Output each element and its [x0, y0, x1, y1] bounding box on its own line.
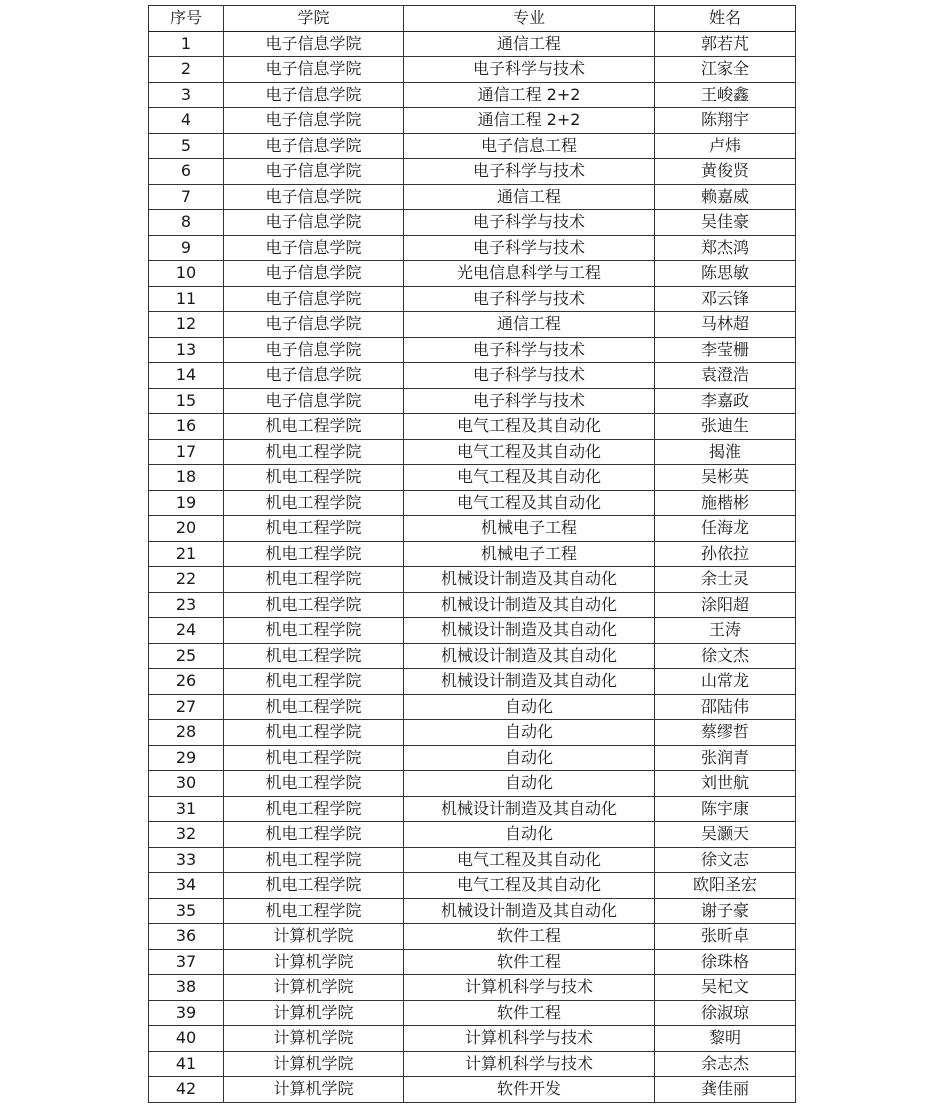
cell-major: 电气工程及其自动化 — [404, 465, 655, 491]
table-row — [149, 567, 796, 593]
cell-college: 电子信息学院 — [224, 184, 404, 210]
cell-name: 山常龙 — [655, 669, 796, 695]
cell-major: 电气工程及其自动化 — [404, 490, 655, 516]
cell-major: 电气工程及其自动化 — [404, 873, 655, 899]
cell-major: 机械设计制造及其自动化 — [404, 643, 655, 669]
cell-college: 机电工程学院 — [224, 567, 404, 593]
cell-major: 电子科学与技术 — [404, 159, 655, 185]
cell-name: 李莹栅 — [655, 337, 796, 363]
cell-seq: 40 — [149, 1026, 224, 1052]
cell-seq: 13 — [149, 337, 224, 363]
cell-seq: 4 — [149, 108, 224, 134]
cell-name: 吴杞文 — [655, 975, 796, 1001]
cell-college: 机电工程学院 — [224, 873, 404, 899]
cell-name: 徐文志 — [655, 847, 796, 873]
cell-seq: 32 — [149, 822, 224, 848]
table-row — [149, 286, 796, 312]
table-row — [149, 31, 796, 57]
column-header-major: 专业 — [404, 6, 655, 32]
table-row — [149, 541, 796, 567]
cell-name: 吴佳豪 — [655, 210, 796, 236]
table-row — [149, 159, 796, 185]
cell-seq: 26 — [149, 669, 224, 695]
cell-college: 电子信息学院 — [224, 57, 404, 83]
cell-name: 张昕卓 — [655, 924, 796, 950]
cell-name: 李嘉政 — [655, 388, 796, 414]
cell-college: 机电工程学院 — [224, 643, 404, 669]
cell-major: 电子科学与技术 — [404, 337, 655, 363]
table-row — [149, 210, 796, 236]
cell-college: 机电工程学院 — [224, 796, 404, 822]
cell-seq: 25 — [149, 643, 224, 669]
cell-college: 机电工程学院 — [224, 414, 404, 440]
cell-college: 计算机学院 — [224, 1051, 404, 1077]
table-row — [149, 490, 796, 516]
cell-college: 机电工程学院 — [224, 822, 404, 848]
cell-major: 软件工程 — [404, 949, 655, 975]
cell-seq: 36 — [149, 924, 224, 950]
cell-seq: 34 — [149, 873, 224, 899]
table-row — [149, 133, 796, 159]
cell-seq: 37 — [149, 949, 224, 975]
cell-seq: 21 — [149, 541, 224, 567]
cell-college: 电子信息学院 — [224, 337, 404, 363]
cell-major: 电子科学与技术 — [404, 286, 655, 312]
cell-name: 黎明 — [655, 1026, 796, 1052]
table-row — [149, 898, 796, 924]
cell-major: 机械设计制造及其自动化 — [404, 898, 655, 924]
cell-major: 电气工程及其自动化 — [404, 414, 655, 440]
cell-major: 光电信息科学与工程 — [404, 261, 655, 287]
cell-major: 电子科学与技术 — [404, 388, 655, 414]
table-row — [149, 975, 796, 1001]
cell-seq: 17 — [149, 439, 224, 465]
cell-college: 电子信息学院 — [224, 82, 404, 108]
roster-table — [148, 5, 796, 1103]
cell-college: 电子信息学院 — [224, 133, 404, 159]
cell-college: 机电工程学院 — [224, 771, 404, 797]
cell-name: 袁澄浩 — [655, 363, 796, 389]
cell-name: 陈翔宇 — [655, 108, 796, 134]
cell-college: 机电工程学院 — [224, 592, 404, 618]
cell-name: 陈宇康 — [655, 796, 796, 822]
table-row — [149, 847, 796, 873]
cell-major: 自动化 — [404, 822, 655, 848]
table-row — [149, 949, 796, 975]
cell-major: 机械设计制造及其自动化 — [404, 669, 655, 695]
cell-college: 机电工程学院 — [224, 439, 404, 465]
cell-major: 通信工程 — [404, 312, 655, 338]
cell-seq: 28 — [149, 720, 224, 746]
cell-seq: 27 — [149, 694, 224, 720]
cell-name: 龚佳丽 — [655, 1077, 796, 1103]
cell-college: 电子信息学院 — [224, 388, 404, 414]
cell-college: 计算机学院 — [224, 1000, 404, 1026]
cell-seq: 35 — [149, 898, 224, 924]
cell-major: 通信工程 2+2 — [404, 82, 655, 108]
cell-name: 王峻鑫 — [655, 82, 796, 108]
cell-seq: 7 — [149, 184, 224, 210]
cell-seq: 33 — [149, 847, 224, 873]
cell-name: 马林超 — [655, 312, 796, 338]
cell-major: 电子科学与技术 — [404, 210, 655, 236]
cell-seq: 23 — [149, 592, 224, 618]
cell-seq: 41 — [149, 1051, 224, 1077]
cell-seq: 3 — [149, 82, 224, 108]
cell-name: 邓云锋 — [655, 286, 796, 312]
cell-college: 电子信息学院 — [224, 363, 404, 389]
cell-college: 机电工程学院 — [224, 490, 404, 516]
cell-major: 电子科学与技术 — [404, 363, 655, 389]
table-row — [149, 873, 796, 899]
table-header-row — [149, 6, 796, 32]
cell-seq: 31 — [149, 796, 224, 822]
cell-seq: 9 — [149, 235, 224, 261]
cell-name: 邵陆伟 — [655, 694, 796, 720]
table-row — [149, 1077, 796, 1103]
table-row — [149, 108, 796, 134]
cell-major: 机械设计制造及其自动化 — [404, 618, 655, 644]
cell-seq: 11 — [149, 286, 224, 312]
cell-name: 卢炜 — [655, 133, 796, 159]
cell-major: 通信工程 2+2 — [404, 108, 655, 134]
table-row — [149, 312, 796, 338]
cell-major: 电子科学与技术 — [404, 57, 655, 83]
cell-seq: 18 — [149, 465, 224, 491]
table-row — [149, 516, 796, 542]
cell-major: 电子信息工程 — [404, 133, 655, 159]
cell-name: 刘世航 — [655, 771, 796, 797]
cell-seq: 38 — [149, 975, 224, 1001]
column-header-name: 姓名 — [655, 6, 796, 32]
cell-seq: 29 — [149, 745, 224, 771]
cell-college: 电子信息学院 — [224, 286, 404, 312]
table-row — [149, 465, 796, 491]
cell-name: 江家全 — [655, 57, 796, 83]
cell-college: 计算机学院 — [224, 949, 404, 975]
table-row — [149, 1000, 796, 1026]
cell-seq: 42 — [149, 1077, 224, 1103]
table-row — [149, 388, 796, 414]
cell-major: 电气工程及其自动化 — [404, 439, 655, 465]
table-row — [149, 414, 796, 440]
cell-major: 通信工程 — [404, 31, 655, 57]
cell-major: 通信工程 — [404, 184, 655, 210]
cell-major: 自动化 — [404, 771, 655, 797]
cell-seq: 19 — [149, 490, 224, 516]
cell-name: 余士灵 — [655, 567, 796, 593]
cell-major: 电子科学与技术 — [404, 235, 655, 261]
cell-seq: 14 — [149, 363, 224, 389]
cell-college: 机电工程学院 — [224, 669, 404, 695]
table-row — [149, 720, 796, 746]
cell-name: 张迪生 — [655, 414, 796, 440]
cell-major: 自动化 — [404, 720, 655, 746]
cell-major: 自动化 — [404, 694, 655, 720]
cell-major: 机械设计制造及其自动化 — [404, 567, 655, 593]
cell-college: 电子信息学院 — [224, 159, 404, 185]
cell-major: 机械电子工程 — [404, 541, 655, 567]
cell-name: 陈思敏 — [655, 261, 796, 287]
cell-name: 揭淮 — [655, 439, 796, 465]
cell-college: 机电工程学院 — [224, 694, 404, 720]
cell-name: 郑杰鸿 — [655, 235, 796, 261]
cell-college: 计算机学院 — [224, 924, 404, 950]
cell-seq: 2 — [149, 57, 224, 83]
cell-name: 吴灏天 — [655, 822, 796, 848]
cell-seq: 1 — [149, 31, 224, 57]
table-row — [149, 822, 796, 848]
cell-seq: 6 — [149, 159, 224, 185]
cell-name: 涂阳超 — [655, 592, 796, 618]
cell-college: 机电工程学院 — [224, 720, 404, 746]
cell-name: 郭若芃 — [655, 31, 796, 57]
table-row — [149, 1026, 796, 1052]
cell-major: 机械电子工程 — [404, 516, 655, 542]
cell-college: 机电工程学院 — [224, 618, 404, 644]
cell-college: 机电工程学院 — [224, 847, 404, 873]
cell-major: 电气工程及其自动化 — [404, 847, 655, 873]
cell-name: 黄俊贤 — [655, 159, 796, 185]
cell-college: 计算机学院 — [224, 1026, 404, 1052]
cell-college: 电子信息学院 — [224, 31, 404, 57]
cell-name: 任海龙 — [655, 516, 796, 542]
table-row — [149, 669, 796, 695]
cell-major: 机械设计制造及其自动化 — [404, 592, 655, 618]
cell-major: 计算机科学与技术 — [404, 1051, 655, 1077]
cell-name: 徐珠格 — [655, 949, 796, 975]
cell-name: 孙依拉 — [655, 541, 796, 567]
cell-name: 欧阳圣宏 — [655, 873, 796, 899]
cell-seq: 24 — [149, 618, 224, 644]
cell-name: 王涛 — [655, 618, 796, 644]
table-row — [149, 57, 796, 83]
cell-seq: 8 — [149, 210, 224, 236]
cell-seq: 22 — [149, 567, 224, 593]
table-row — [149, 796, 796, 822]
cell-name: 谢子豪 — [655, 898, 796, 924]
cell-major: 计算机科学与技术 — [404, 975, 655, 1001]
cell-major: 自动化 — [404, 745, 655, 771]
cell-college: 计算机学院 — [224, 975, 404, 1001]
cell-major: 软件工程 — [404, 1000, 655, 1026]
cell-major: 机械设计制造及其自动化 — [404, 796, 655, 822]
table-row — [149, 924, 796, 950]
table-row — [149, 184, 796, 210]
table-row — [149, 694, 796, 720]
cell-name: 赖嘉威 — [655, 184, 796, 210]
column-header-seq: 序号 — [149, 6, 224, 32]
cell-college: 电子信息学院 — [224, 261, 404, 287]
cell-college: 机电工程学院 — [224, 745, 404, 771]
cell-college: 电子信息学院 — [224, 312, 404, 338]
cell-seq: 30 — [149, 771, 224, 797]
cell-college: 机电工程学院 — [224, 465, 404, 491]
cell-college: 机电工程学院 — [224, 898, 404, 924]
table-row — [149, 592, 796, 618]
cell-seq: 39 — [149, 1000, 224, 1026]
cell-major: 软件工程 — [404, 924, 655, 950]
table-row — [149, 745, 796, 771]
table-row — [149, 363, 796, 389]
table-row — [149, 1051, 796, 1077]
cell-college: 电子信息学院 — [224, 108, 404, 134]
cell-college: 计算机学院 — [224, 1077, 404, 1103]
cell-seq: 15 — [149, 388, 224, 414]
table-row — [149, 439, 796, 465]
cell-college: 电子信息学院 — [224, 210, 404, 236]
cell-name: 施楷彬 — [655, 490, 796, 516]
table-row — [149, 337, 796, 363]
cell-college: 机电工程学院 — [224, 516, 404, 542]
cell-name: 徐淑琼 — [655, 1000, 796, 1026]
cell-college: 电子信息学院 — [224, 235, 404, 261]
cell-major: 软件开发 — [404, 1077, 655, 1103]
cell-name: 蔡缪哲 — [655, 720, 796, 746]
cell-college: 机电工程学院 — [224, 541, 404, 567]
cell-name: 吴彬英 — [655, 465, 796, 491]
table-row — [149, 82, 796, 108]
cell-major: 计算机科学与技术 — [404, 1026, 655, 1052]
column-header-college: 学院 — [224, 6, 404, 32]
cell-seq: 12 — [149, 312, 224, 338]
cell-seq: 20 — [149, 516, 224, 542]
cell-name: 张润青 — [655, 745, 796, 771]
cell-seq: 10 — [149, 261, 224, 287]
table-row — [149, 643, 796, 669]
table-row — [149, 235, 796, 261]
cell-seq: 5 — [149, 133, 224, 159]
table-row — [149, 261, 796, 287]
cell-seq: 16 — [149, 414, 224, 440]
cell-name: 徐文杰 — [655, 643, 796, 669]
table-body — [149, 31, 796, 1102]
table-row — [149, 771, 796, 797]
table-row — [149, 618, 796, 644]
cell-name: 余志杰 — [655, 1051, 796, 1077]
